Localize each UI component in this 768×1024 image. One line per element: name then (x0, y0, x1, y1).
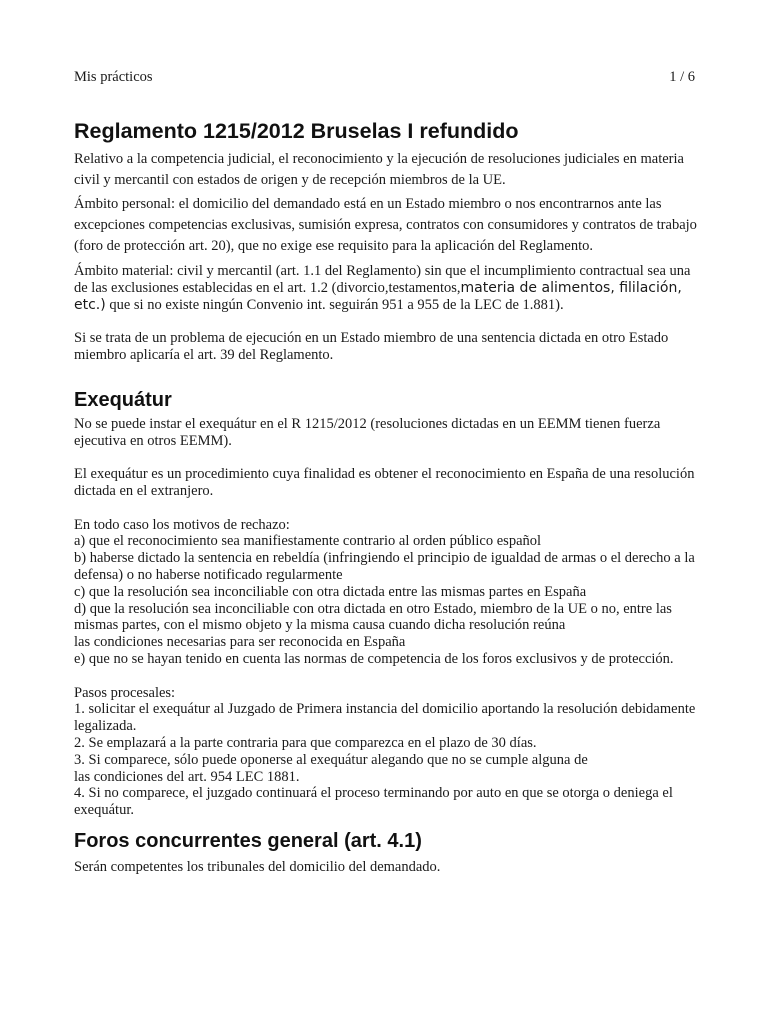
section-heading-foros: Foros concurrentes general (art. 4.1) (74, 829, 422, 852)
ambito-material-paragraph (74, 263, 698, 313)
section-heading-exequatur: Exequátur (74, 388, 172, 411)
page-title: Reglamento 1215/2012 Bruselas I refundido (74, 119, 519, 143)
paso-item: 4. Si no comparece, el juzgado continuará el proceso terminando por auto en que se otorga o deniega el exequátur. (74, 785, 673, 819)
ambito-material-text-a: Ámbito material: civil y mercantil (art. 1.1 del Reglamento) sin que el incumplimiento contractual sea una de las exclusiones establecidas en el art. 1.2 (divorcio,testamentos, (74, 263, 691, 296)
motivo-item: d) que la resolución sea inconciliable con otra dictada en otro Estado, miembro de la UE o no, entre las mismas partes, con el mismo objeto y la misma causa cuando dicha resolución reúna (74, 600, 672, 634)
paso-item: 1. solicitar el exequátur al Juzgado de Primera instancia del domicilio aportando la resolución debidamente legalizada. (74, 701, 696, 735)
page-indicator: 1 / 6 (669, 69, 695, 85)
motivo-item: a) que el reconocimiento sea manifiestamente contrario al orden público español (74, 533, 542, 550)
exequatur-paragraph-2: El exequátur es un procedimiento cuya finalidad es obtener el reconocimiento en España de una resolución dictada en el extranjero. (74, 466, 695, 499)
foros-paragraph: Serán competentes los tribunales del domicilio del demandado. (74, 858, 441, 875)
paso-item: 2. Se emplazará a la parte contraria para que comparezca en el plazo de 30 días. (74, 734, 537, 751)
exequatur-paragraph-1: No se puede instar el exequátur en el R 1215/2012 (resoluciones dictadas en un EEMM tienen fuerza ejecutiva en otros EEMM). (74, 415, 661, 449)
ejecucion-paragraph: Si se trata de un problema de ejecución en un Estado miembro de una sentencia dictada en otro Estado miembro aplicaría el art. 39 del Reglamento. (74, 330, 669, 363)
pasos-intro: Pasos procesales: (74, 684, 176, 701)
intro-paragraph: Relativo a la competencia judicial, el reconocimiento y la ejecución de resoluciones judiciales en materia civil y mercantil con estados de origen y de recepción miembros de la UE. (74, 151, 684, 188)
paso-item: las condiciones del art. 954 LEC 1881. (74, 768, 300, 785)
motivo-item: c) que la resolución sea inconciliable con otra dictada entre las mismas partes en España (74, 583, 587, 600)
page-header (74, 68, 695, 86)
motivos-intro: En todo caso los motivos de rechazo: (74, 516, 290, 533)
document-title-header: Mis prácticos (74, 69, 153, 85)
ambito-personal-paragraph: Ámbito personal: el domicilio del demandado está en un Estado miembro o nos encontrarnos ante las excepciones competencias exclusivas, sumisión expresa, contratos con consumidores y contratos de trabajo (foro de protección art. 20), que no exige ese requisito para la aplicación del Reglamento. (74, 196, 697, 254)
pasos-list (74, 685, 698, 819)
motivos-list (74, 517, 698, 668)
motivo-item: b) haberse dictado la sentencia en rebeldía (infringiendo el principio de igualdad de armas o el derecho a la defensa) o no haberse notificado regularmente (74, 550, 695, 583)
motivo-item: e) que no se hayan tenido en cuenta las normas de competencia de los foros exclusivos y de protección. (74, 650, 674, 667)
ambito-material-text-c: que si no existe ningún Convenio int. seguirán 951 a 955 de la LEC de 1.881). (105, 296, 564, 313)
motivo-item: las condiciones necesarias para ser reconocida en España (74, 634, 406, 651)
ambito-material-text-b: materia de alimentos, fililación, etc.) (74, 279, 682, 313)
document-body (74, 118, 698, 876)
paso-item: 3. Si comparece, sólo puede oponerse al exequátur alegando que no se cumple alguna de (74, 751, 588, 768)
